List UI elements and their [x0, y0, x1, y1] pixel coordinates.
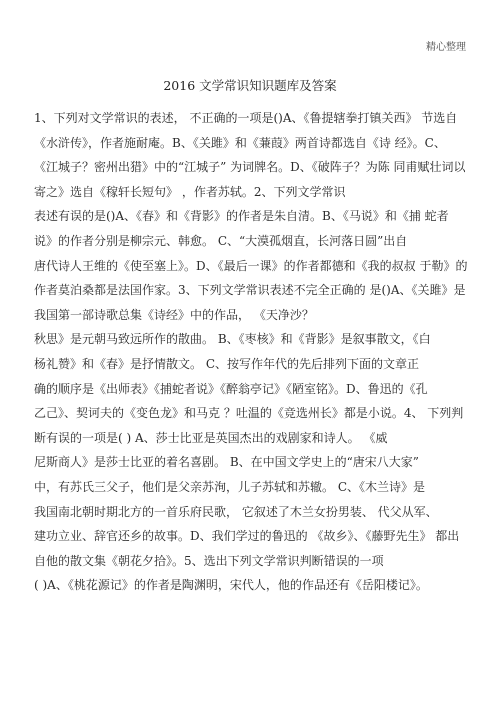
body-line: 1、下列对文学常识的表述， 不正确的一项是()A、《鲁提辖拳打镇关西》 节选自: [34, 111, 458, 125]
body-line: 《江城子？密州出猎》中的“江城子” 为词牌名。D、《破阵子？为陈 同甫赋壮词以: [34, 160, 466, 175]
body-line: 建功立业、辞官还乡的故事。D、我们学过的鲁迅的 《故乡》、《藤野先生》 都出: [34, 529, 460, 544]
body-line: 我国南北朝时期北方的一首乐府民歌， 它叙述了木兰女扮男装、 代父从军、: [34, 504, 438, 519]
body-line: 乙己》、契诃夫的《变色龙》和马克 ？吐温的《竞选州长》都是小说。4、 下列判: [34, 406, 464, 421]
body-line: 尼斯商人》是莎士比亚的着名喜剧。 B、在中国文学史上的“唐宋八大家”: [34, 455, 419, 470]
body-line: 中，有苏氏三父子，他们是父亲苏洵，儿子苏轼和苏辙。 C、《木兰诗》是: [34, 479, 425, 494]
body-line: 秋思》是元朝马致远所作的散曲。 B、《枣核》和《背影》是叙事散文，《白: [34, 332, 431, 347]
body-line: 自他的散文集《朝花夕拾》。5、选出下列文学常识判断错误的一项: [34, 553, 384, 568]
body-line: 杨礼赞》和《春》是抒情散文。 C、按写作年代的先后排列下面的文章正: [34, 356, 419, 371]
body-line: 我国第一部诗歌总集《诗经》中的作品， 《天净沙？: [34, 307, 314, 322]
body-line: 寄之》选自《稼轩长短句》 ，作者苏轼。2、下列文学常识: [34, 184, 346, 199]
body-line: 确的顺序是《出师表》《捕蛇者说》《醉翁亭记》《陋室铭》。D、鲁迅的《孔: [34, 381, 428, 396]
document-body: [34, 106, 476, 598]
header-note: 精心整理: [426, 42, 466, 53]
body-line: 唐代诗人王维的《使至塞上》。D、《最后一课》的作者都德和《我的叔叔 于勒》的: [34, 258, 468, 273]
body-line: 《水浒传》，作者施耐庵。B、《关雎》和《蒹葭》两首诗都选自《诗 经》。C、: [34, 135, 446, 150]
document-title: 2016 文学常识知识题库及答案: [163, 78, 337, 93]
body-line: ( )A、《桃花源记》的作者是陶渊明，宋代人，他的作品还有《岳阳楼记》。: [34, 578, 428, 593]
body-line: 表述有误的是()A、《春》和《背影》的作者是朱自清。B、《马说》和《捕 蛇者: [34, 209, 449, 224]
body-line: 说》的作者分别是柳宗元、韩愈。 C、“大漠孤烟直，长河落日圆”出自: [34, 233, 408, 248]
body-line: 断有误的一项是( ) A、莎士比亚是英国杰出的戏剧家和诗人。 《威: [34, 430, 388, 445]
body-line: 作者莫泊桑都是法国作家。3、下列文学常识表述不完全正确的 是()A、《关雎》是: [34, 283, 466, 298]
